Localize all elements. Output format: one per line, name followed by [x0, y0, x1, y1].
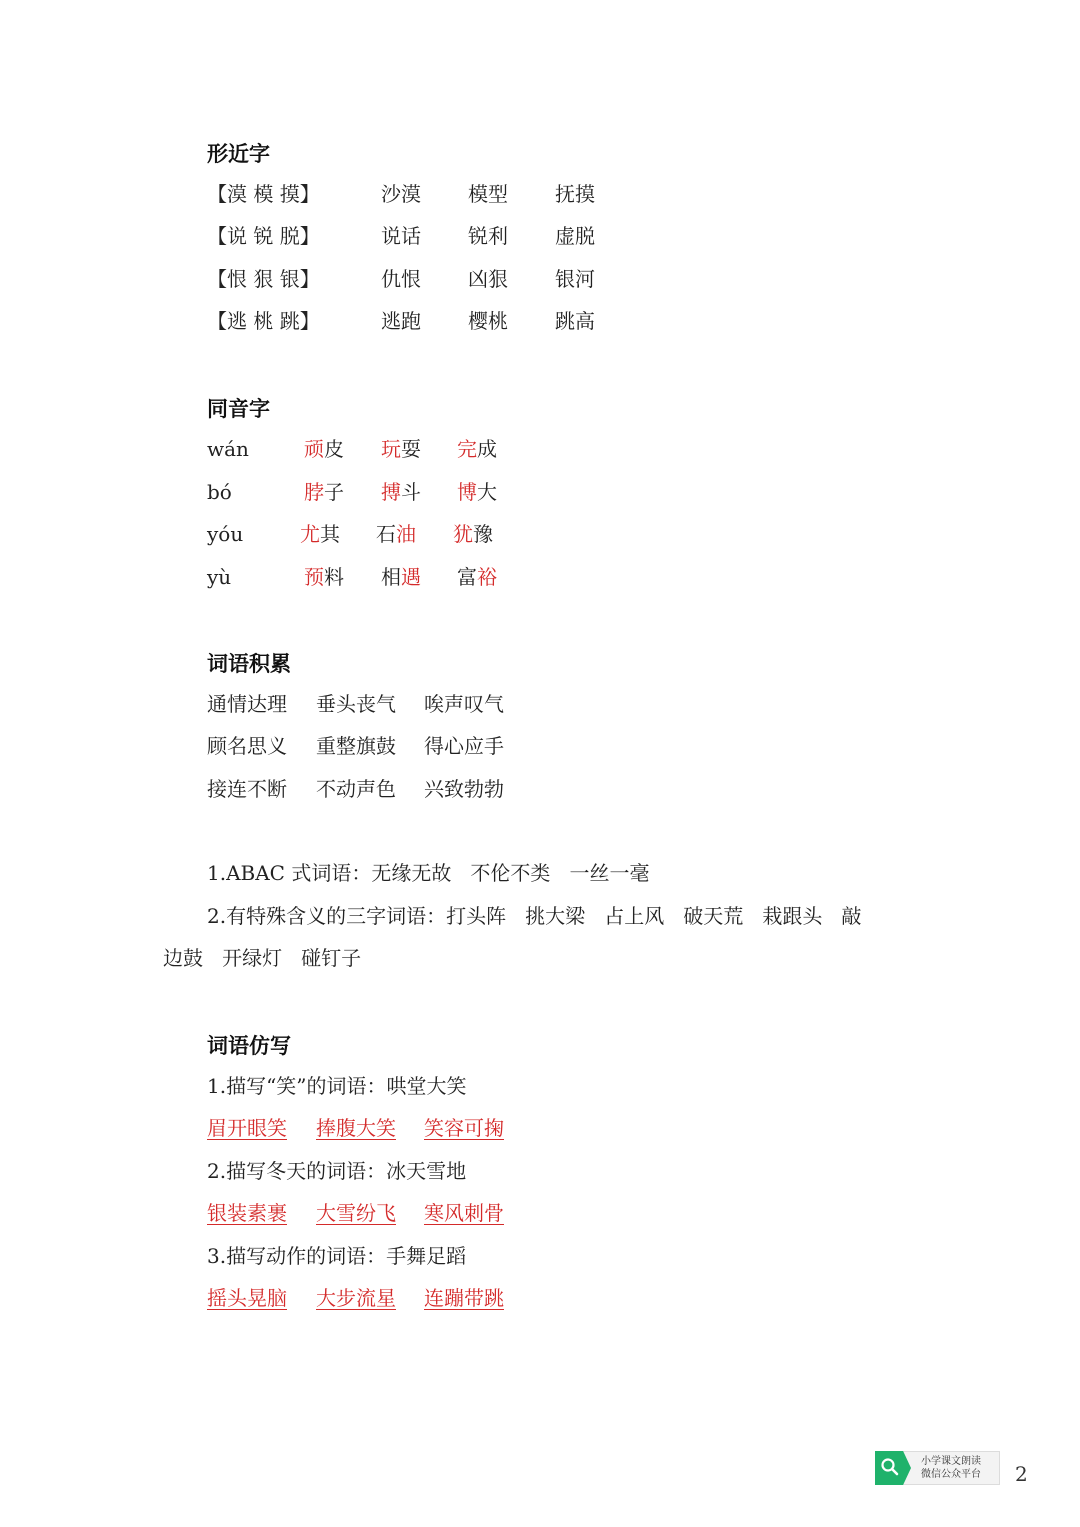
xingjin-word: 说话 [381, 224, 421, 248]
fangxie-answer: 摇头晃脑 [207, 1286, 287, 1310]
xingjin-word: 虚脱 [555, 224, 595, 248]
idiom: 接连不断 [207, 777, 287, 801]
tongyin-word: 搏斗 [381, 480, 421, 504]
idiom: 顾名思义 [207, 734, 287, 758]
fangxie-prompt: 1.描写“笑”的词语：哄堂大笑 [207, 1074, 467, 1098]
tongyin-word: 博大 [457, 480, 497, 504]
three-char-words-line1: 2.有特殊含义的三字词语：打头阵 挑大梁 占上风 破天荒 栽跟头 敲 [207, 904, 862, 928]
xingjin-word: 凶狠 [468, 267, 508, 291]
idiom: 唉声叹气 [424, 692, 504, 716]
section-title-jilei: 词语积累 [207, 652, 291, 676]
xingjin-word: 抚摸 [555, 182, 595, 206]
wechat-watermark-badge [876, 1451, 1000, 1485]
fangxie-answer: 大步流星 [316, 1286, 396, 1310]
idiom: 通情达理 [207, 692, 287, 716]
tongyin-word: 脖子 [304, 480, 344, 504]
tongyin-word: 顽皮 [304, 437, 344, 461]
fangxie-answer: 银装素裹 [207, 1201, 287, 1225]
fangxie-answer: 寒风刺骨 [424, 1201, 504, 1225]
xingjin-word: 跳高 [555, 309, 595, 333]
idiom: 垂头丧气 [316, 692, 396, 716]
section-title-xingjin: 形近字 [207, 142, 270, 166]
fangxie-answer: 眉开眼笑 [207, 1116, 287, 1140]
xingjin-word: 樱桃 [468, 309, 508, 333]
idiom: 不动声色 [316, 777, 396, 801]
page-number: 2 [1015, 1462, 1028, 1486]
pinyin-label: yù [207, 565, 232, 589]
tongyin-word: 完成 [457, 437, 497, 461]
pinyin-label: bó [207, 480, 232, 504]
xingjin-word: 沙漠 [381, 182, 421, 206]
badge-line1: 小学课文朗读 [921, 1456, 981, 1467]
pinyin-label: yóu [207, 522, 244, 546]
xingjin-word: 模型 [468, 182, 508, 206]
badge-line2: 微信公众平台 [921, 1469, 981, 1480]
three-char-words-line2: 边鼓 开绿灯 碰钉子 [163, 946, 362, 970]
fangxie-answer: 连蹦带跳 [424, 1286, 504, 1310]
idiom: 重整旗鼓 [316, 734, 396, 758]
xingjin-word: 锐利 [468, 224, 508, 248]
tongyin-word: 石油 [376, 522, 416, 546]
tongyin-word: 相遇 [381, 565, 421, 589]
idiom: 得心应手 [424, 734, 504, 758]
xingjin-word: 仇恨 [381, 267, 421, 291]
xingjin-group: 【逃 桃 跳】 [207, 309, 320, 333]
pinyin-label: wán [207, 437, 249, 461]
xingjin-word: 银河 [555, 267, 595, 291]
tongyin-word: 犹豫 [453, 522, 493, 546]
tongyin-word: 尤其 [300, 522, 340, 546]
fangxie-answer: 大雪纷飞 [316, 1201, 396, 1225]
xingjin-group: 【漠 模 摸】 [207, 182, 320, 206]
tongyin-word: 预料 [304, 565, 344, 589]
section-title-tongyin: 同音字 [207, 397, 270, 421]
badge-text [921, 1455, 981, 1481]
fangxie-answer: 笑容可掬 [424, 1116, 504, 1140]
tongyin-word: 玩耍 [381, 437, 421, 461]
fangxie-prompt: 3.描写动作的词语：手舞足蹈 [207, 1244, 467, 1268]
search-icon [875, 1451, 911, 1485]
fangxie-prompt: 2.描写冬天的词语：冰天雪地 [207, 1159, 467, 1183]
xingjin-group: 【说 锐 脱】 [207, 224, 320, 248]
fangxie-answer: 捧腹大笑 [316, 1116, 396, 1140]
xingjin-group: 【恨 狠 银】 [207, 267, 320, 291]
tongyin-word: 富裕 [457, 565, 497, 589]
abac-words: 1.ABAC 式词语：无缘无故 不伦不类 一丝一毫 [207, 861, 650, 885]
xingjin-word: 逃跑 [381, 309, 421, 333]
section-title-fangxie: 词语仿写 [207, 1034, 291, 1058]
idiom: 兴致勃勃 [424, 777, 504, 801]
